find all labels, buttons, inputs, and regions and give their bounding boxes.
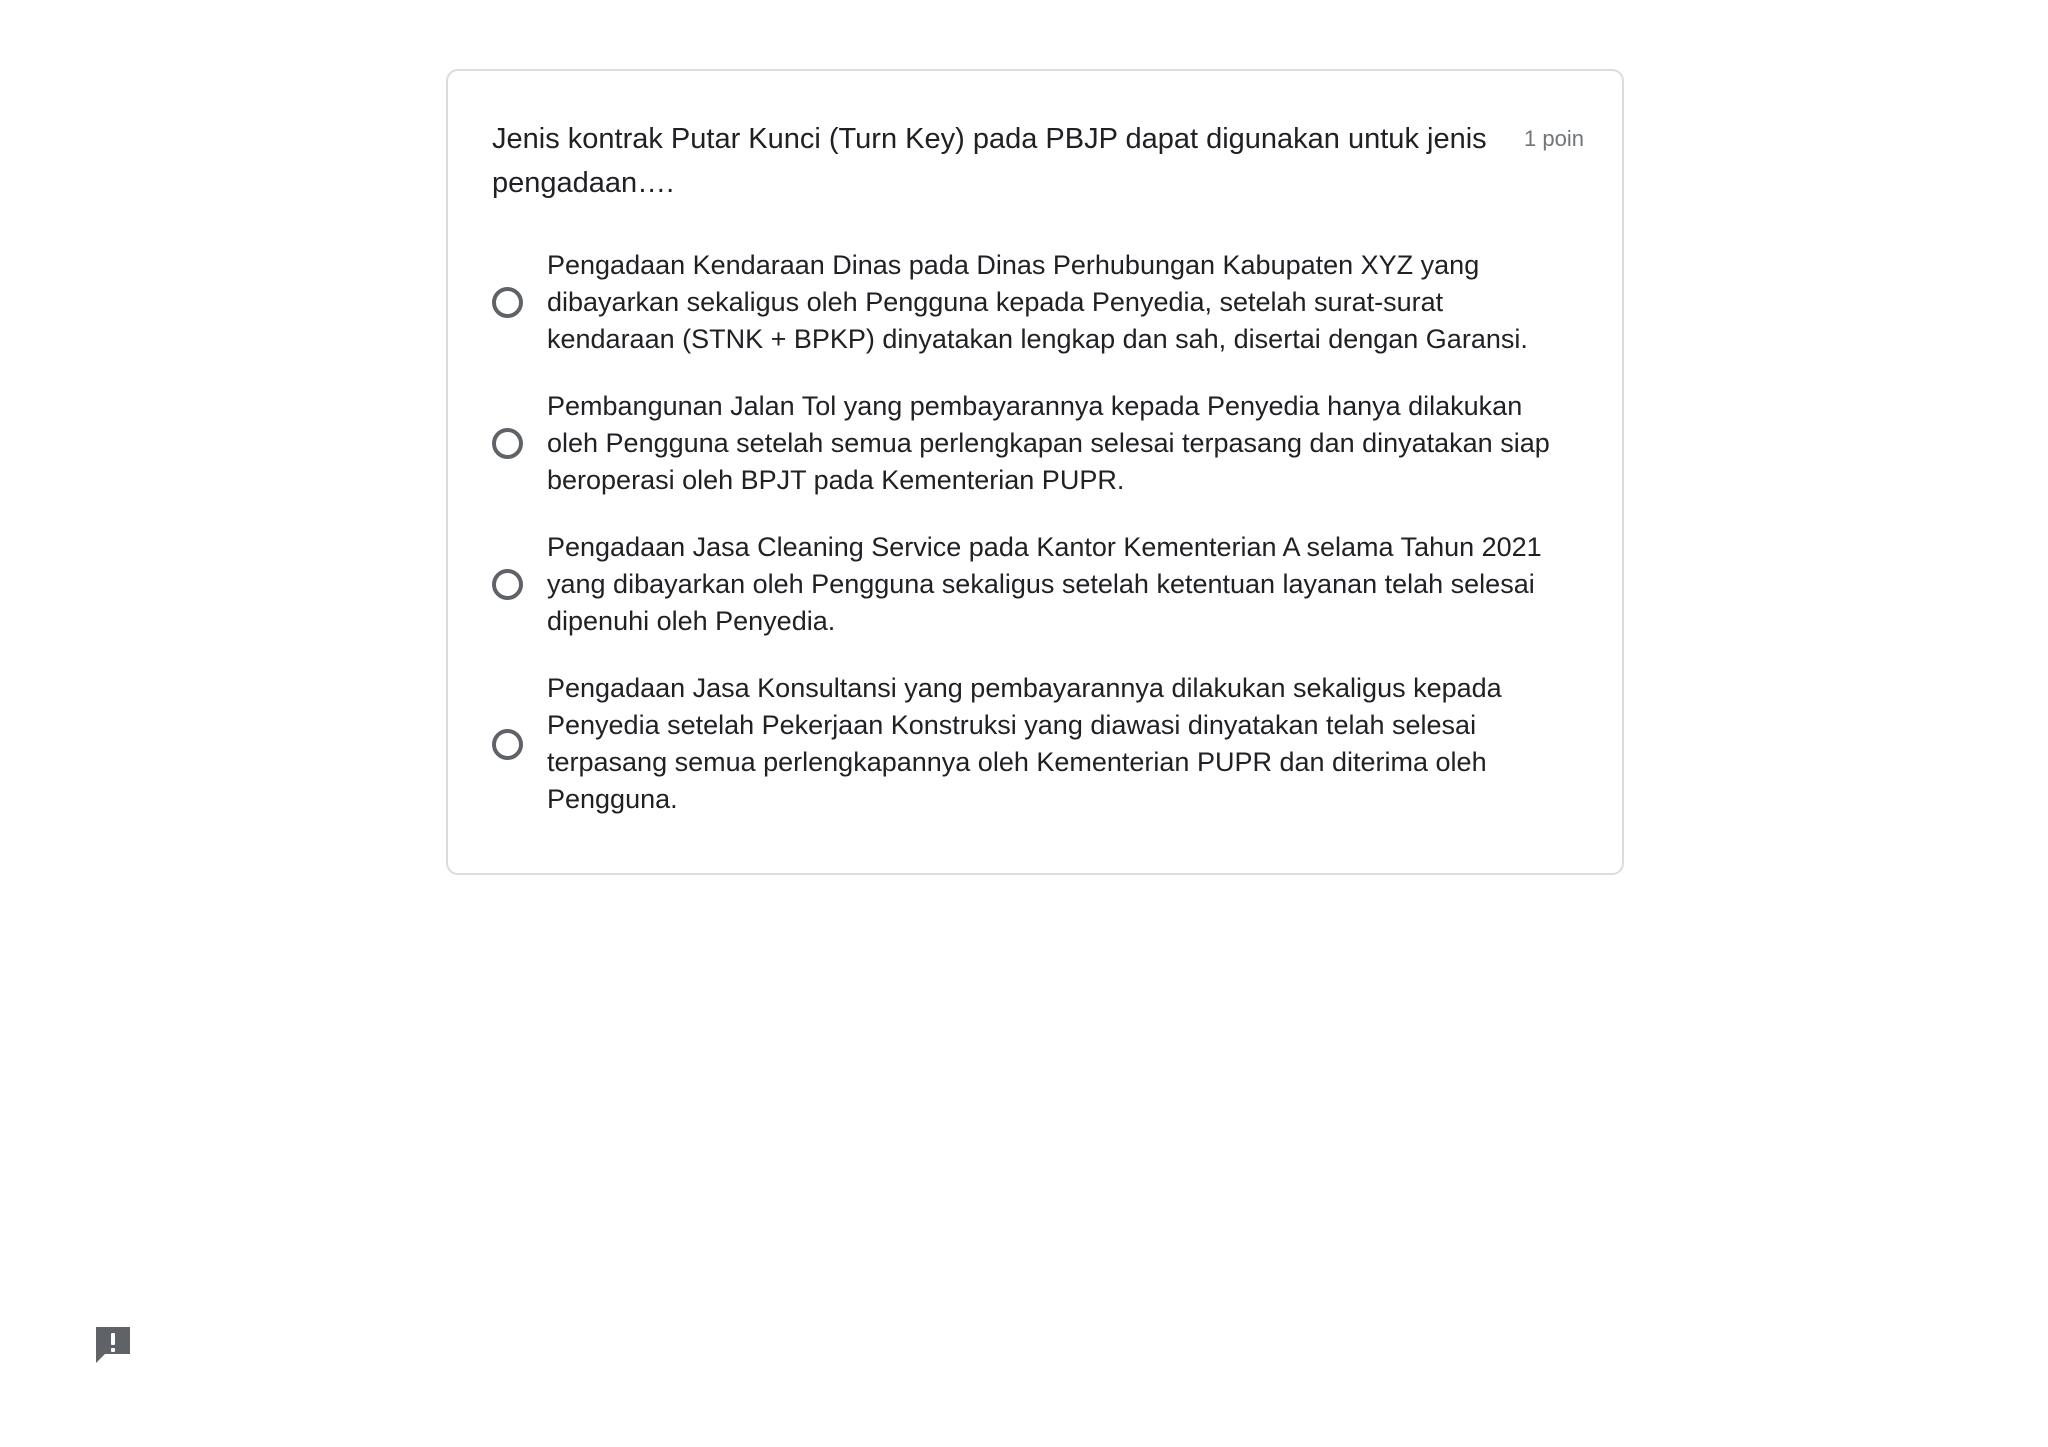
points-label: 1 poin <box>1524 126 1584 151</box>
answer-options <box>492 247 1592 818</box>
answer-option-label[interactable]: Pembangunan Jalan Tol yang pembayarannya kepada Penyedia hanya dilakukan oleh Pengguna setelah semua perlengkapan selesai terpasang dan dinyatakan siap beroperasi oleh BPJT pada Kementerian PUPR. <box>547 391 1550 495</box>
radio-unchecked-icon[interactable] <box>492 428 523 459</box>
answer-option[interactable] <box>492 670 1592 818</box>
answer-option[interactable] <box>492 388 1592 499</box>
question-header <box>492 117 1584 205</box>
question-title: Jenis kontrak Putar Kunci (Turn Key) pada PBJP dapat digunakan untuk jenis pengadaan…. <box>492 123 1487 199</box>
answer-option[interactable] <box>492 529 1592 640</box>
answer-option-label[interactable]: Pengadaan Jasa Konsultansi yang pembayarannya dilakukan sekaligus kepada Penyedia setelah Pekerjaan Konstruksi yang diawasi dinyatakan telah selesai terpasang semua perlengkapannya oleh Kementerian PUPR dan diterima oleh Pengguna. <box>547 673 1502 814</box>
radio-unchecked-icon[interactable] <box>492 287 523 318</box>
question-card <box>446 69 1624 875</box>
answer-option[interactable] <box>492 247 1592 358</box>
radio-unchecked-icon[interactable] <box>492 729 523 760</box>
answer-option-label[interactable]: Pengadaan Kendaraan Dinas pada Dinas Perhubungan Kabupaten XYZ yang dibayarkan sekaligus oleh Pengguna kepada Penyedia, setelah surat-surat kendaraan (STNK + BPKP) dinyatakan lengkap dan sah, disertai dengan Garansi. <box>547 250 1528 354</box>
radio-unchecked-icon[interactable] <box>492 569 523 600</box>
report-feedback-icon[interactable] <box>92 1323 134 1365</box>
answer-option-label[interactable]: Pengadaan Jasa Cleaning Service pada Kantor Kementerian A selama Tahun 2021 yang dibayarkan oleh Pengguna sekaligus setelah ketentuan layanan telah selesai dipenuhi oleh Penyedia. <box>547 532 1542 636</box>
